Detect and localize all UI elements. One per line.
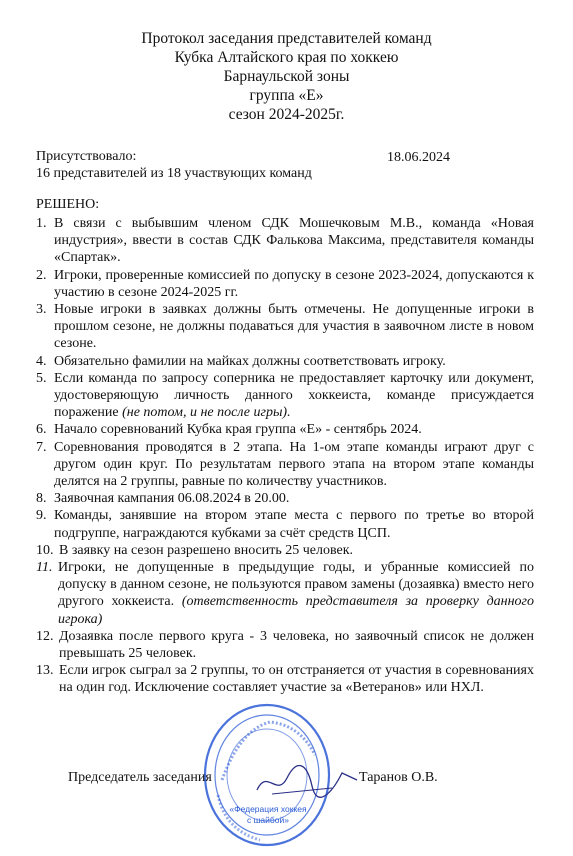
decision-item-8 bbox=[36, 490, 534, 507]
item-main-text: Если команда по запросу соперника не предоставляет карточку или документ, удостоверяющую личность данного хоккеиста, команде присуждается поражение bbox=[54, 370, 534, 421]
item-text: В связи с выбывшим членом СДК Мошечковым М.В., команда «Новая индустрия», ввести в состав СДК Фалькова Максима, представителя команды «Спартак». bbox=[54, 216, 534, 266]
item-text: Дозаявка после первого круга - 3 человека, но заявочный список не должен превышать 25 человек. bbox=[59, 628, 534, 662]
item-number: 10. bbox=[36, 542, 54, 558]
item-number: 8. bbox=[36, 491, 47, 507]
item-text bbox=[54, 370, 534, 422]
stamp-text-2: с шайбой» bbox=[247, 815, 289, 825]
item-number: 5. bbox=[36, 370, 47, 386]
decision-item-3 bbox=[36, 301, 534, 353]
title-line-5: сезон 2024-2025г. bbox=[228, 106, 345, 123]
decision-item-2 bbox=[36, 267, 534, 301]
decision-item-4 bbox=[36, 353, 534, 370]
decision-item-1 bbox=[36, 215, 534, 267]
item-note: (ответственность представителя за проверку данного игрока) bbox=[58, 594, 535, 627]
attendance-block bbox=[36, 148, 526, 182]
item-number: 4. bbox=[36, 353, 47, 369]
item-text: Заявочная кампания 06.08.2024 в 20.00. bbox=[54, 491, 290, 507]
decision-item-7 bbox=[36, 439, 534, 491]
decision-heading: РЕШЕНО: bbox=[36, 197, 100, 212]
meeting-date: 18.06.2024 bbox=[387, 150, 450, 165]
title-line-2: Кубка Алтайского края по хоккею bbox=[174, 49, 399, 66]
item-number: 2. bbox=[36, 267, 47, 283]
decision-item-11 bbox=[36, 559, 534, 628]
item-text: Если игрок сыграл за 2 группы, то он отстраняется от участия в соревнованиях на один год. Исключение составляет участие за «Ветеранов» или НХЛ. bbox=[59, 663, 534, 696]
chairman-name: Таранов О.В. bbox=[359, 770, 438, 785]
item-number: 3. bbox=[36, 302, 47, 318]
decision-item-6 bbox=[36, 421, 534, 438]
item-text: В заявку на сезон разрешено вносить 25 человек. bbox=[59, 542, 354, 558]
item-text: Соревнования проводятся в 2 этапа. На 1-ом этапе команды играют друг с другом один круг. По результатам первого этапа на втором этапе команды делятся на 2 группы, равные по количеству участников. bbox=[54, 439, 534, 490]
item-main-text: Игроки, не допущенные в предыдущие годы, и убранные комиссией по допуску в данном сезоне, не пользуются правом замены (дозаявка) вместо него другого хоккеиста. bbox=[58, 560, 534, 610]
item-number: 11. bbox=[36, 560, 53, 576]
item-text: Новые игроки в заявках должны быть отмечены. Не допущенные игроки в прошлом сезоне, не должны подаваться для участия в заявочном листе в новом сезоне. bbox=[54, 302, 534, 352]
attendance-label: Присутствовало: bbox=[36, 149, 137, 164]
item-number: 7. bbox=[36, 439, 47, 455]
item-text: Игроки, проверенные комиссией по допуску в сезоне 2023-2024, допускаются к участию в сезоне 2024-2025 гг. bbox=[54, 267, 534, 300]
item-text: Обязательно фамилии на майках должны соответствовать игроку. bbox=[54, 353, 446, 369]
item-text: Команды, занявшие на втором этапе места с первого по третье во второй подгруппе, награждаются кубками за счёт средств ЦСП. bbox=[54, 508, 534, 541]
item-number: 9. bbox=[36, 508, 47, 524]
item-number: 12. bbox=[36, 628, 54, 644]
title-line-1: Протокол заседания представителей команд bbox=[141, 30, 432, 47]
chairman-label: Председатель заседания bbox=[68, 770, 212, 785]
title-line-4: группа «Е» bbox=[249, 87, 324, 104]
decision-item-12 bbox=[36, 628, 534, 662]
stamp-text-1: «Федерация хоккея bbox=[229, 804, 307, 814]
document-title bbox=[0, 29, 573, 124]
decision-item-13 bbox=[36, 662, 534, 696]
item-text bbox=[58, 559, 534, 628]
item-text: Начало соревнований Кубка края группа «Е» - сентябрь 2024. bbox=[54, 422, 422, 438]
item-number: 1. bbox=[36, 216, 47, 231]
handwritten-signature bbox=[252, 758, 362, 803]
title-line-3: Барнаульской зоны bbox=[223, 68, 350, 85]
attendance-count: 16 представителей из 18 участвующих команд bbox=[36, 166, 312, 181]
decision-item-10 bbox=[36, 542, 534, 559]
item-number: 13. bbox=[36, 663, 54, 679]
item-note: (не потом, и не после игры). bbox=[122, 405, 291, 421]
decision-item-5 bbox=[36, 370, 534, 422]
decision-item-9 bbox=[36, 507, 534, 541]
item-number: 6. bbox=[36, 422, 47, 438]
decision-list bbox=[36, 215, 534, 697]
